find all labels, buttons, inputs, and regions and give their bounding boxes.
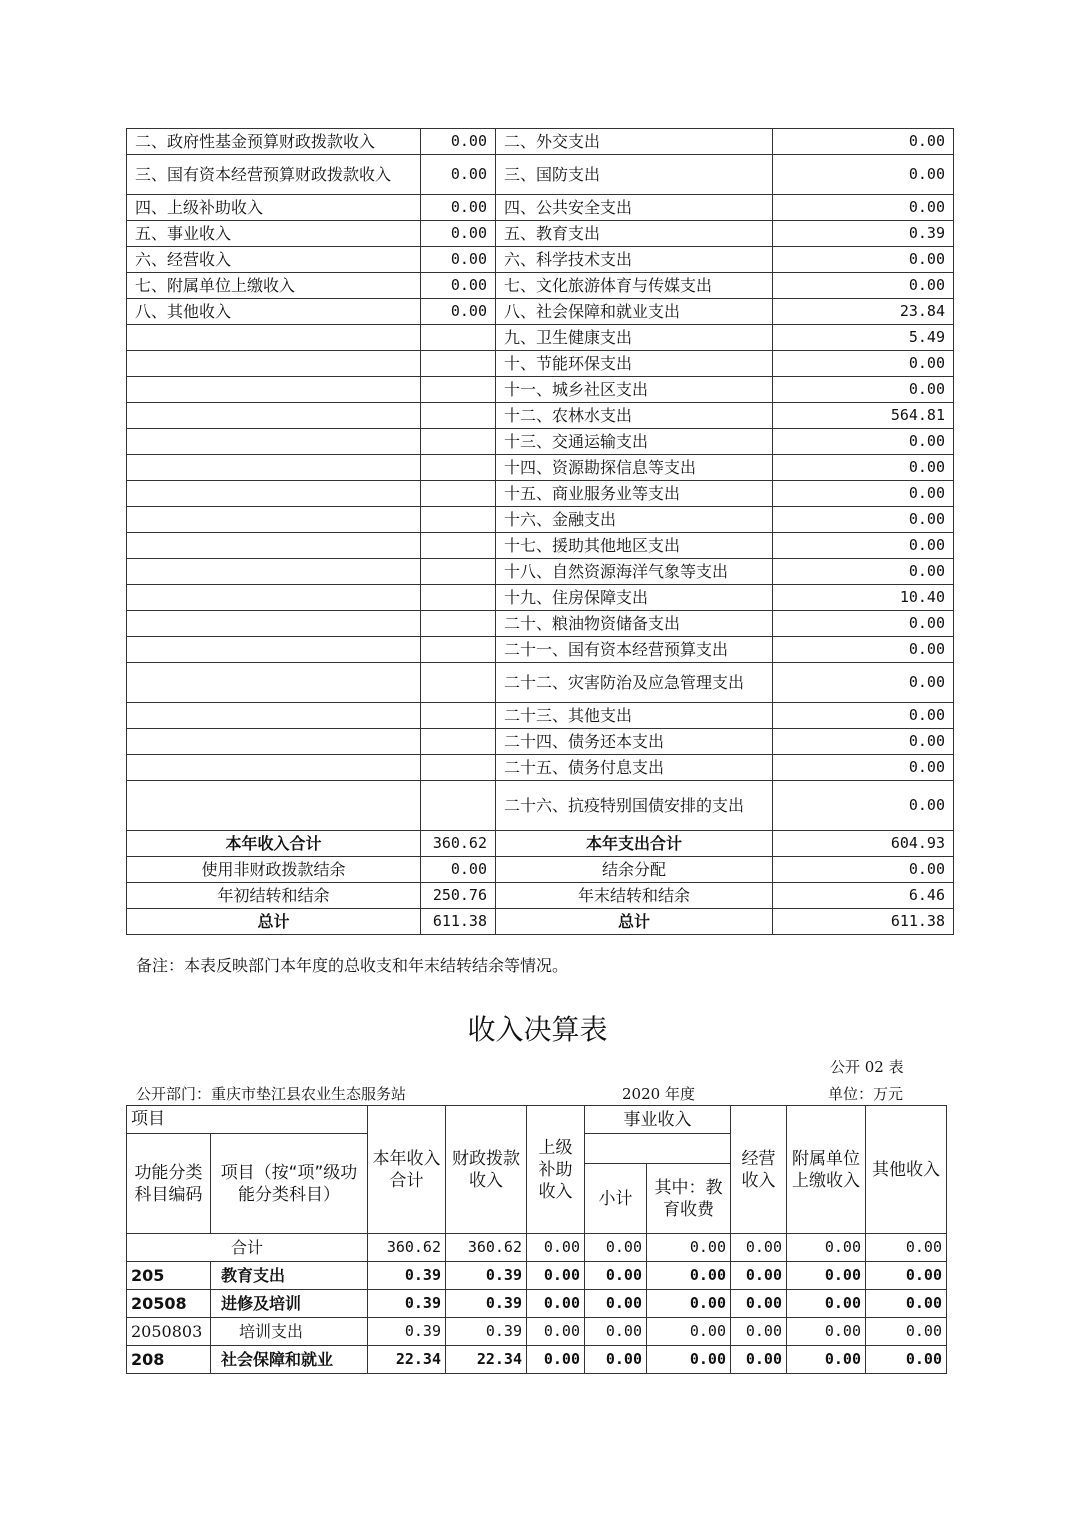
expense-value-cell: 0.00 <box>773 663 954 703</box>
expense-label-cell: 十八、自然资源海洋气象等支出 <box>496 559 773 585</box>
summary-expense-label: 结余分配 <box>496 857 773 883</box>
expense-label-cell: 二十四、债务还本支出 <box>496 729 773 755</box>
income-label-cell: 七、附属单位上缴收入 <box>127 273 421 299</box>
income-value-cell: 0.00 <box>421 221 496 247</box>
expense-value-cell: 564.81 <box>773 403 954 429</box>
table-row <box>127 221 954 247</box>
income-value-cell <box>421 429 496 455</box>
value-cell: 0.00 <box>527 1262 585 1290</box>
value-cell: 0.00 <box>527 1318 585 1346</box>
income-label-cell <box>127 351 421 377</box>
income-expense-summary-table <box>126 128 954 935</box>
value-cell: 0.00 <box>866 1262 947 1290</box>
expense-value-cell: 0.00 <box>773 351 954 377</box>
table-number: 公开 02 表 <box>830 1058 904 1076</box>
expense-value-cell: 0.00 <box>773 533 954 559</box>
expense-label-cell: 七、文化旅游体育与传媒支出 <box>496 273 773 299</box>
income-label-cell: 二、政府性基金预算财政拨款收入 <box>127 129 421 155</box>
expense-label-cell: 八、社会保障和就业支出 <box>496 299 773 325</box>
summary-income-value: 250.76 <box>421 883 496 909</box>
table-row <box>127 351 954 377</box>
header-other: 其他收入 <box>866 1106 947 1234</box>
table-row <box>127 559 954 585</box>
expense-value-cell: 23.84 <box>773 299 954 325</box>
expense-label-cell: 十五、商业服务业等支出 <box>496 481 773 507</box>
summary-row <box>127 909 954 935</box>
expense-label-cell: 二十五、债务付息支出 <box>496 755 773 781</box>
value-cell: 0.39 <box>368 1318 446 1346</box>
income-label-cell <box>127 729 421 755</box>
code-cell: 208 <box>127 1346 211 1374</box>
expense-label-cell: 三、国防支出 <box>496 155 773 195</box>
income-value-cell <box>421 703 496 729</box>
expense-value-cell: 0.00 <box>773 637 954 663</box>
expense-value-cell: 0.00 <box>773 703 954 729</box>
header-name: 项目（按“项”级功能分类科目） <box>211 1134 368 1234</box>
expense-label-cell: 二十一、国有资本经营预算支出 <box>496 637 773 663</box>
expense-label-cell: 十二、农林水支出 <box>496 403 773 429</box>
income-value-cell <box>421 351 496 377</box>
code-cell: 2050803 <box>127 1318 211 1346</box>
summary-income-value: 0.00 <box>421 857 496 883</box>
table-row <box>127 1318 947 1346</box>
expense-value-cell: 0.00 <box>773 195 954 221</box>
income-label-cell <box>127 429 421 455</box>
expense-value-cell: 0.00 <box>773 273 954 299</box>
summary-expense-value: 611.38 <box>773 909 954 935</box>
income-value-cell <box>421 781 496 831</box>
income-value-cell <box>421 507 496 533</box>
income-value-cell <box>421 455 496 481</box>
header-career-spacer <box>585 1134 731 1164</box>
header-operating: 经营收入 <box>731 1106 787 1234</box>
total-value-cell: 0.00 <box>647 1234 731 1262</box>
income-label-cell <box>127 377 421 403</box>
value-cell: 0.00 <box>787 1290 866 1318</box>
value-cell: 0.00 <box>585 1318 647 1346</box>
expense-value-cell: 10.40 <box>773 585 954 611</box>
expense-value-cell: 0.00 <box>773 507 954 533</box>
income-label-cell <box>127 611 421 637</box>
expense-value-cell: 0.00 <box>773 455 954 481</box>
expense-label-cell: 二、外交支出 <box>496 129 773 155</box>
value-cell: 0.00 <box>731 1346 787 1374</box>
summary-expense-label: 年末结转和结余 <box>496 883 773 909</box>
expense-label-cell: 十一、城乡社区支出 <box>496 377 773 403</box>
value-cell: 0.00 <box>647 1290 731 1318</box>
income-value-cell: 0.00 <box>421 129 496 155</box>
value-cell: 0.00 <box>866 1318 947 1346</box>
expense-label-cell: 十七、援助其他地区支出 <box>496 533 773 559</box>
income-value-cell: 0.00 <box>421 273 496 299</box>
income-label-cell <box>127 481 421 507</box>
year-label: 2020 年度 <box>622 1085 695 1103</box>
income-label-cell: 五、事业收入 <box>127 221 421 247</box>
income-value-cell <box>421 663 496 703</box>
table-row <box>127 1346 947 1374</box>
expense-label-cell: 十四、资源勘探信息等支出 <box>496 455 773 481</box>
income-label-cell <box>127 325 421 351</box>
income-value-cell <box>421 559 496 585</box>
income-label-cell <box>127 403 421 429</box>
total-value-cell: 0.00 <box>866 1234 947 1262</box>
code-cell: 20508 <box>127 1290 211 1318</box>
table-row <box>127 533 954 559</box>
header-subtotal: 小计 <box>585 1164 647 1234</box>
expense-value-cell: 0.39 <box>773 221 954 247</box>
income-label-cell <box>127 781 421 831</box>
code-cell: 205 <box>127 1262 211 1290</box>
income-label-cell: 六、经营收入 <box>127 247 421 273</box>
name-cell: 进修及培训 <box>211 1290 368 1318</box>
summary-income-label: 使用非财政拨款结余 <box>127 857 421 883</box>
department-label: 公开部门：重庆市垫江县农业生态服务站 <box>136 1085 407 1103</box>
header-superior: 上级补助收入 <box>527 1106 585 1234</box>
income-value-cell <box>421 481 496 507</box>
table-row <box>127 455 954 481</box>
income-label-cell <box>127 507 421 533</box>
value-cell: 0.00 <box>731 1318 787 1346</box>
value-cell: 0.39 <box>446 1290 527 1318</box>
value-cell: 0.00 <box>585 1290 647 1318</box>
expense-label-cell: 十六、金融支出 <box>496 507 773 533</box>
income-value-cell: 0.00 <box>421 299 496 325</box>
income-final-accounts-table <box>126 1105 947 1374</box>
summary-row <box>127 883 954 909</box>
summary-income-label: 总计 <box>127 909 421 935</box>
expense-label-cell: 十、节能环保支出 <box>496 351 773 377</box>
total-value-cell: 360.62 <box>446 1234 527 1262</box>
expense-value-cell: 0.00 <box>773 559 954 585</box>
summary-income-value: 611.38 <box>421 909 496 935</box>
income-label-cell <box>127 533 421 559</box>
income-value-cell <box>421 377 496 403</box>
header-total: 本年收入合计 <box>368 1106 446 1234</box>
total-value-cell: 0.00 <box>787 1234 866 1262</box>
value-cell: 0.00 <box>527 1346 585 1374</box>
expense-value-cell: 0.00 <box>773 155 954 195</box>
expense-value-cell: 0.00 <box>773 611 954 637</box>
total-label: 合计 <box>127 1234 368 1262</box>
summary-income-label: 本年收入合计 <box>127 831 421 857</box>
name-cell: 培训支出 <box>211 1318 368 1346</box>
summary-income-value: 360.62 <box>421 831 496 857</box>
value-cell: 22.34 <box>446 1346 527 1374</box>
income-label-cell <box>127 663 421 703</box>
expense-label-cell: 四、公共安全支出 <box>496 195 773 221</box>
expense-label-cell: 五、教育支出 <box>496 221 773 247</box>
table-row <box>127 663 954 703</box>
value-cell: 0.00 <box>787 1318 866 1346</box>
table-row <box>127 755 954 781</box>
expense-value-cell: 0.00 <box>773 481 954 507</box>
value-cell: 0.00 <box>585 1262 647 1290</box>
value-cell: 0.00 <box>787 1346 866 1374</box>
summary-expense-label: 总计 <box>496 909 773 935</box>
table-row <box>127 377 954 403</box>
value-cell: 0.00 <box>585 1346 647 1374</box>
expense-value-cell: 0.00 <box>773 247 954 273</box>
expense-label-cell: 九、卫生健康支出 <box>496 325 773 351</box>
header-fiscal: 财政拨款收入 <box>446 1106 527 1234</box>
expense-label-cell: 二十三、其他支出 <box>496 703 773 729</box>
expense-value-cell: 0.00 <box>773 429 954 455</box>
table-row <box>127 637 954 663</box>
income-label-cell: 四、上级补助收入 <box>127 195 421 221</box>
summary-expense-label: 本年支出合计 <box>496 831 773 857</box>
summary-expense-value: 604.93 <box>773 831 954 857</box>
income-label-cell <box>127 637 421 663</box>
income-label-cell <box>127 559 421 585</box>
income-value-cell <box>421 611 496 637</box>
income-value-cell <box>421 585 496 611</box>
table-row <box>127 299 954 325</box>
summary-row <box>127 831 954 857</box>
expense-value-cell: 0.00 <box>773 781 954 831</box>
expense-value-cell: 0.00 <box>773 129 954 155</box>
summary-row <box>127 857 954 883</box>
income-value-cell <box>421 637 496 663</box>
value-cell: 22.34 <box>368 1346 446 1374</box>
expense-label-cell: 六、科学技术支出 <box>496 247 773 273</box>
table-row <box>127 507 954 533</box>
value-cell: 0.39 <box>446 1262 527 1290</box>
total-value-cell: 0.00 <box>585 1234 647 1262</box>
table-row <box>127 155 954 195</box>
expense-label-cell: 二十二、灾害防治及应急管理支出 <box>496 663 773 703</box>
page-title: 收入决算表 <box>467 1013 608 1046</box>
value-cell: 0.39 <box>368 1262 446 1290</box>
table-row <box>127 703 954 729</box>
table-row <box>127 325 954 351</box>
expense-value-cell: 0.00 <box>773 755 954 781</box>
table-row <box>127 1290 947 1318</box>
table-row <box>127 195 954 221</box>
income-label-cell <box>127 455 421 481</box>
total-row <box>127 1234 947 1262</box>
summary-expense-value: 6.46 <box>773 883 954 909</box>
income-value-cell <box>421 533 496 559</box>
unit-label: 单位：万元 <box>828 1085 904 1103</box>
expense-value-cell: 0.00 <box>773 377 954 403</box>
income-label-cell <box>127 585 421 611</box>
value-cell: 0.00 <box>647 1346 731 1374</box>
table-row <box>127 781 954 831</box>
income-label-cell <box>127 755 421 781</box>
income-label-cell: 三、国有资本经营预算财政拨款收入 <box>127 155 421 195</box>
value-cell: 0.39 <box>368 1290 446 1318</box>
table-row <box>127 273 954 299</box>
income-value-cell <box>421 325 496 351</box>
income-label-cell: 八、其他收入 <box>127 299 421 325</box>
value-cell: 0.00 <box>731 1290 787 1318</box>
name-cell: 社会保障和就业 <box>211 1346 368 1374</box>
expense-value-cell: 0.00 <box>773 729 954 755</box>
expense-value-cell: 5.49 <box>773 325 954 351</box>
header-item: 项目 <box>127 1106 368 1134</box>
name-cell: 教育支出 <box>211 1262 368 1290</box>
value-cell: 0.00 <box>866 1346 947 1374</box>
value-cell: 0.00 <box>866 1290 947 1318</box>
value-cell: 0.39 <box>446 1318 527 1346</box>
table-row <box>127 1262 947 1290</box>
value-cell: 0.00 <box>527 1290 585 1318</box>
total-value-cell: 360.62 <box>368 1234 446 1262</box>
income-value-cell <box>421 755 496 781</box>
value-cell: 0.00 <box>647 1318 731 1346</box>
income-value-cell <box>421 403 496 429</box>
total-value-cell: 0.00 <box>731 1234 787 1262</box>
table-row <box>127 403 954 429</box>
expense-label-cell: 二十六、抗疫特别国债安排的支出 <box>496 781 773 831</box>
table-row <box>127 247 954 273</box>
income-value-cell <box>421 729 496 755</box>
expense-label-cell: 十三、交通运输支出 <box>496 429 773 455</box>
header-code: 功能分类科目编码 <box>127 1134 211 1234</box>
table-row <box>127 585 954 611</box>
value-cell: 0.00 <box>731 1262 787 1290</box>
income-value-cell: 0.00 <box>421 247 496 273</box>
summary-income-label: 年初结转和结余 <box>127 883 421 909</box>
summary-expense-value: 0.00 <box>773 857 954 883</box>
table-row <box>127 481 954 507</box>
header-affiliated: 附属单位上缴收入 <box>787 1106 866 1234</box>
table-row <box>127 611 954 637</box>
expense-label-cell: 二十、粮油物资储备支出 <box>496 611 773 637</box>
income-value-cell: 0.00 <box>421 195 496 221</box>
total-value-cell: 0.00 <box>527 1234 585 1262</box>
header-career: 事业收入 <box>585 1106 731 1134</box>
header-edu-fee: 其中：教育收费 <box>647 1164 731 1234</box>
table-note: 备注：本表反映部门本年度的总收支和年末结转结余等情况。 <box>136 956 569 975</box>
table-row <box>127 729 954 755</box>
value-cell: 0.00 <box>647 1262 731 1290</box>
table-row <box>127 429 954 455</box>
income-label-cell <box>127 703 421 729</box>
expense-label-cell: 十九、住房保障支出 <box>496 585 773 611</box>
table-row <box>127 129 954 155</box>
income-value-cell: 0.00 <box>421 155 496 195</box>
value-cell: 0.00 <box>787 1262 866 1290</box>
